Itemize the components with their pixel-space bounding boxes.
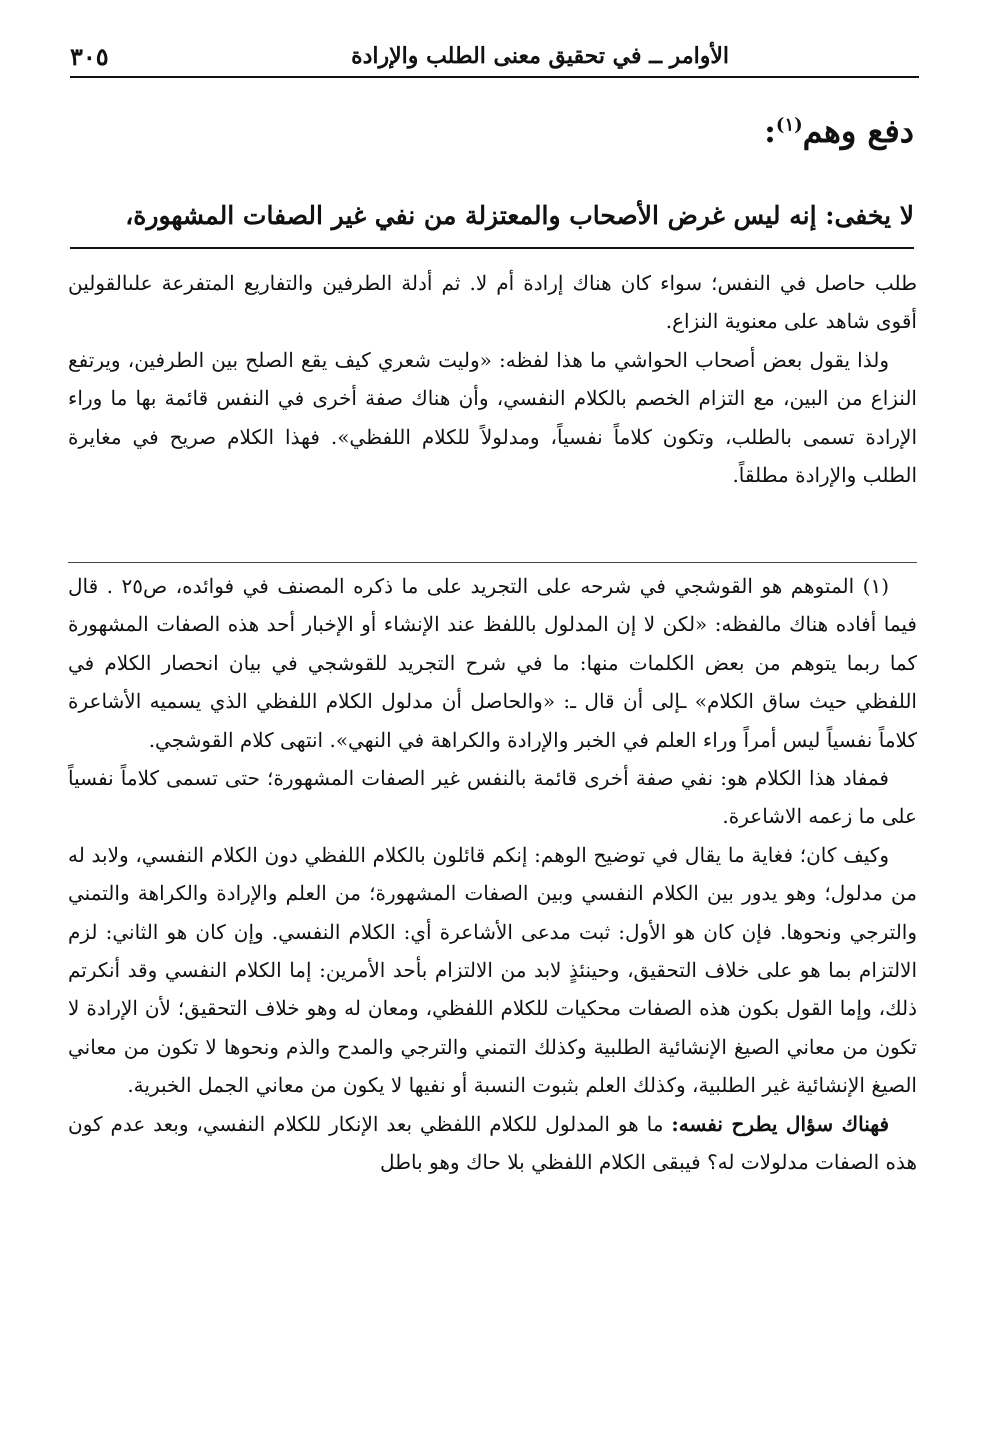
section-heading-colon: :	[764, 112, 776, 150]
section-heading-text: دفع وهم	[802, 112, 914, 150]
running-title: الأوامر ــ في تحقيق معنى الطلب والإرادة	[351, 43, 729, 69]
running-header	[70, 36, 919, 78]
footnote-paragraph-2: فمفاد هذا الكلام هو: نفي صفة أخرى قائمة بالنفس غير الصفات المشهورة؛ حتى تسمى كلاماً نفسياً على ما زعمه الاشاعرة.	[68, 766, 917, 829]
paragraph-2: ولذا يقول بعض أصحاب الحواشي ما هذا لفظه: «وليت شعري كيف يقع الصلح بين الطرفين، ويرتفع النزاع من البين، مع التزام الخصم بالكلام النفسي، وأن هناك صفة أخرى في النفس قائمة بها ما وراء الإرادة تسمى بالطلب، وتكون كلاماً نفسياً، ومدلولاً للكلام اللفظي». فهذا الكلام صريح في مغايرة الطلب والإرادة مطلقاً.	[68, 347, 917, 488]
page-number: ٣٠٥	[70, 41, 109, 71]
question-text: ما هو المدلول للكلام اللفظي بعد الإنكار للكلام النفسي، وبعد عدم كون هذه الصفات مدلولات له؟ فيبقى الكلام اللفظي بلا حاك وهو باطل	[68, 1111, 917, 1175]
footnote-marker: (١)	[775, 114, 803, 136]
footnote-paragraph-3: وكيف كان؛ فغاية ما يقال في توضيح الوهم: إنكم قائلون بالكلام اللفظي دون الكلام النفسي، ولابد له من مدلول؛ وهو يدور بين الكلام النفسي وبين الصفات المشهورة؛ من العلم والإرادة والكراهة والتمني والترجي ونحوها. فإن كان هو الأول: ثبت مدعى الأشاعرة أي: الكلام النفسي. وإن كان هو الثاني: لزم الالتزام بما هو على خلاف التحقيق، وحينئذٍ لابد من الالتزام بأحد الأمرين: إما الكلام النفسي وقد أنكرتم ذلك، وإما القول بكون هذه الصفات محكيات للكلام اللفظي، ومعان له وهو خلاف التحقيق؛ لأن الإرادة لا تكون من معاني الصيغ الإنشائية الطلبية وكذلك التمني والترجي والمدح والذم ونحوها لا تكون من معاني الصيغ الإنشائية غير الطلبية، وكذلك العلم بثبوت النسبة أو نفيها لا يكون من معاني الجمل الخبرية.	[68, 842, 917, 1098]
section-heading	[764, 112, 914, 150]
paragraph-1: طلب حاصل في النفس؛ سواء كان هناك إرادة أم لا. ثم أدلة الطرفين والتفاريع المتفرعة علىالقولين أقوى شاهد على معنوية النزاع.	[68, 271, 918, 334]
footnote-paragraph-1: (١) المتوهم هو القوشجي في شرحه على التجريد على ما ذكره المصنف في فوائده، ص٢٥ . قال فيما أفاده هناك مالفظه: «لكن لا إن المدلول باللفظ عند الإنشاء أو الإخبار أحد هذه الصفات المشهورة كما ربما يتوهم من بعض الكلمات منها: ما في شرح التجريد للقوشجي في بيان انحصار الكلام في اللفظي حيث ساق الكلام» ـإلى أن قال ـ: «والحاصل أن مدلول الكلام اللفظي الذي يسميه الأشاعرة كلاماً نفسياً ليس أمراً وراء العلم في الخبر والإرادة والكراهة في النهي». انتهى كلام القوشجي.	[68, 574, 917, 752]
question-label: فهناك سؤال يطرح نفسه:	[671, 1111, 890, 1136]
lead-sentence: لا يخفى: إنه ليس غرض الأصحاب والمعتزلة من نفي غير الصفات المشهورة،	[70, 193, 914, 249]
main-text	[68, 264, 917, 494]
footnote-paragraph-4	[68, 1105, 917, 1182]
footnote-section	[68, 562, 917, 1182]
